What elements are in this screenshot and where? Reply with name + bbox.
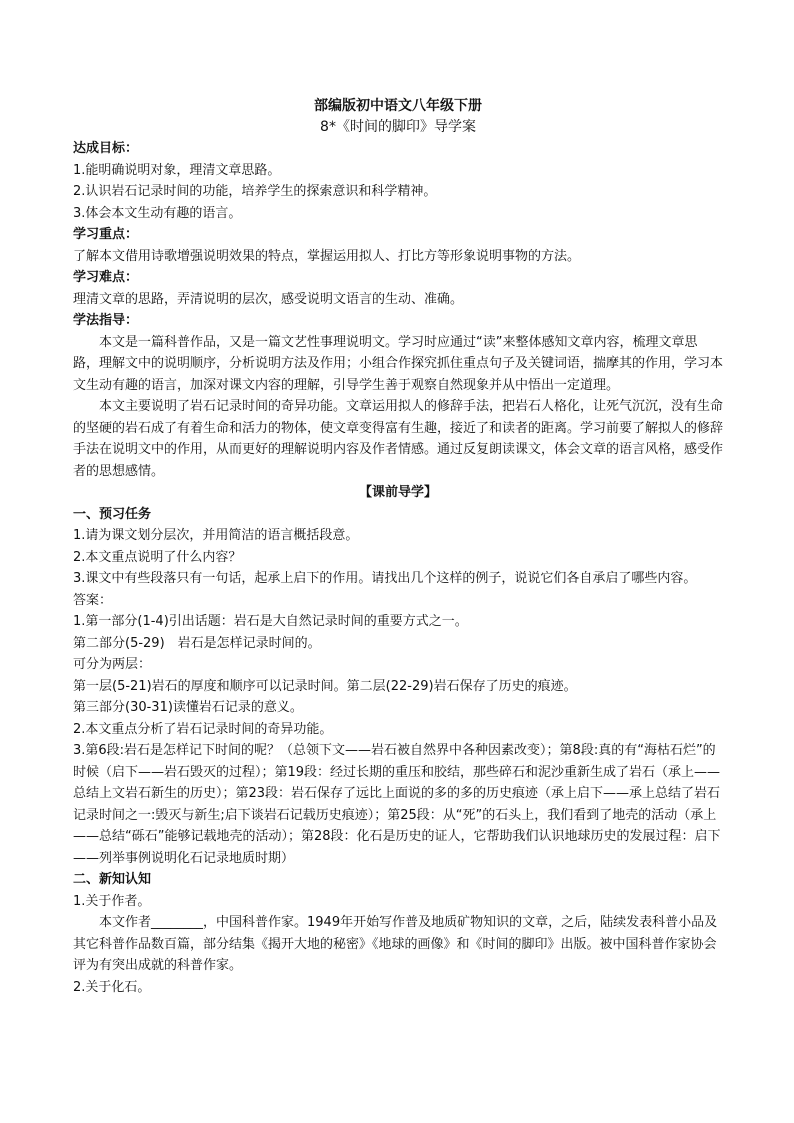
- author-subheading: 1.关于作者。: [73, 893, 151, 909]
- task-item: 2.本文重点说明了什么内容？: [73, 549, 242, 565]
- difficulty-text: 理清文章的思路，弄清说明的层次，感受说明文语言的生动、准确。: [73, 291, 464, 307]
- answer-heading: 答案：: [73, 592, 113, 608]
- doc-title: 部编版初中语文八年级下册: [314, 98, 482, 114]
- goal-item: 2.认识岩石记录时间的功能，培养学生的探索意识和科学精神。: [73, 184, 437, 199]
- answer-line: 第二部分(5-29) 岩石是怎样记录时间的。: [73, 635, 321, 651]
- key-text: 了解本文借用诗歌增强说明效果的特点，掌握运用拟人、打比方等形象说明事物的方法。: [73, 248, 581, 264]
- pre-study-heading: 【课前导学】: [358, 485, 437, 500]
- task-heading: 一、预习任务: [73, 506, 152, 522]
- task-item: 3.课文中有些段落只有一句话，起承上启下的作用。请找出几个这样的例子，说说它们各自承启了哪些内容。: [73, 571, 697, 586]
- answer-line: 1.第一部分(1-4)引出话题：岩石是大自然记录时间的重要方式之一。: [73, 614, 468, 629]
- answer-line: 第三部分(30-31)读懂岩石记录的意义。: [73, 700, 303, 715]
- goal-item: 3.体会本文生动有趣的语言。: [73, 205, 242, 221]
- answer-line: 2.本文重点分析了岩石记录时间的奇异功能。: [73, 721, 333, 737]
- goal-item: 1.能明确说明对象，理清文章思路。: [73, 162, 281, 178]
- document-page: [73, 96, 723, 998]
- fossil-subheading: 2.关于化石。: [73, 979, 151, 995]
- task-item: 1.请为课文划分层次，并用简洁的语言概括段意。: [73, 528, 359, 543]
- answer-line: 3.第6段:岩石是怎样记下时间的呢？（总领下文——岩石被自然界中各种因素改变）；第8段:真的有“海枯石烂”的时候（启下——岩石毁灭的过程）；第19段：经过长期的重压和胶结，那些碎石和泥沙重新生成了岩石（承上——总结上文岩石新生的历史）；第23段：岩石保存了远比上面说的多的多的历史痕迹（承上启下——承上总结了岩石记录时间之一:毁灭与新生;启下谈岩石记载历史痕迹）；第25段：从“死”的石头上，我们看到了地壳的活动（承上——总结“砾石”能够记载地壳的活动）；第28段：化石是历史的证人，它帮助我们认识地球历史的发展过程：启下——列举事例说明化石记录地质时期）: [73, 743, 721, 866]
- doc-subtitle: 8*《时间的脚印》导学案: [320, 119, 476, 135]
- method-paragraph-1: 本文是一篇科普作品，又是一篇文艺性事理说明文。学习时应通过“读”来整体感知文章内容，梳理文章思路，理解文中的说明顺序，分析说明方法及作用；小组合作探究抓住重点句子及关键词语，揣摩其的作用，学习本文生动有趣的语言，加深对课文内容的理解，引导学生善于观察自然现象并从中悟出一定道理。: [73, 334, 724, 393]
- method-heading: 学法指导：: [73, 313, 139, 328]
- method-paragraph-2: 本文主要说明了岩石记录时间的奇异功能。文章运用拟人的修辞手法，把岩石人格化，让死气沉沉，没有生命的坚硬的岩石成了有着生命和活力的物体，使文章变得富有生趣，接近了和读者的距离。学习前要了解拟人的修辞手法在说明文中的作用，从而更好的理解说明内容及作者情感。通过反复朗读课文，体会文章的语言风格，感受作者的思想感情。: [73, 399, 724, 479]
- goals-heading: 达成目标：: [73, 141, 139, 156]
- answer-line: 第一层(5-21)岩石的厚度和顺序可以记录时间。第二层(22-29)岩石保存了历史的痕迹。: [73, 678, 577, 694]
- author-paragraph: 本文作者________，中国科普作家。1949年开始写作普及地质矿物知识的文章，之后，陆续发表科普小品及其它科普作品数百篇，部分结集《揭开大地的秘密》《地球的画像》和《时间的脚印》出版。被中国科普作家协会评为有突出成就的科普作家。: [73, 915, 718, 973]
- new-knowledge-heading: 二、新知认知: [73, 872, 152, 887]
- difficulty-heading: 学习难点：: [73, 270, 139, 285]
- key-heading: 学习重点：: [73, 227, 139, 242]
- answer-line: 可分为两层：: [73, 657, 152, 672]
